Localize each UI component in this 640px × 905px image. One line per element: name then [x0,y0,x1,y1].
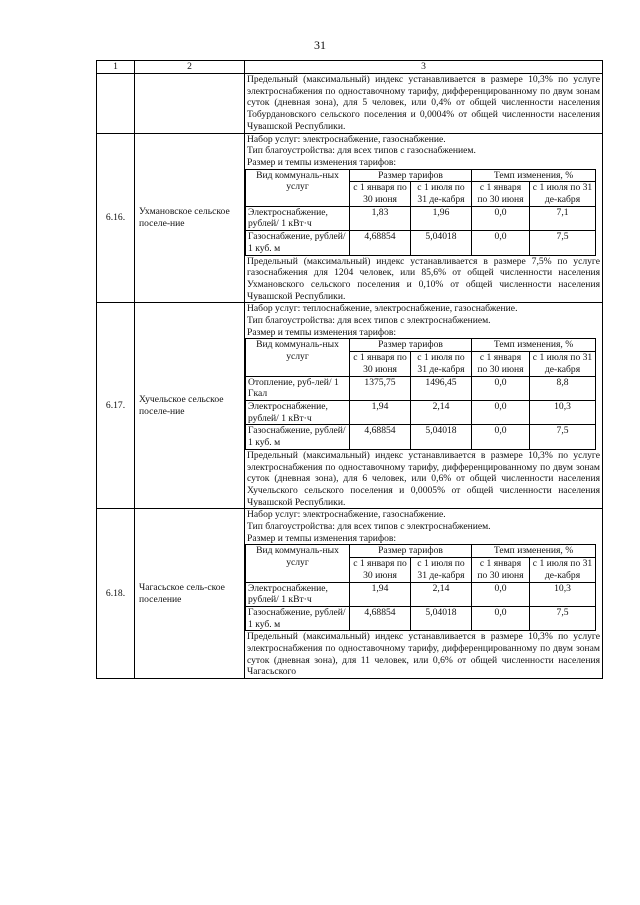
row-details [245,303,603,509]
improvement-type: Тип благоустройства: для всех типов с электроснабжением. [247,521,491,533]
service-set: Набор услуг: электроснабжение, газоснабжение. [247,509,446,521]
tariff-header: Размер тарифов [350,545,472,558]
tariff-size-label: Размер и темпы изменения тарифов: [247,532,397,544]
settlement-name: Чагасьское сель-ское поселение [135,509,245,679]
value-cell: 5,04018 [411,231,472,255]
tariff-header: Размер тарифов [350,169,472,182]
col-header-2: 2 [135,61,245,74]
period-header: с 1 июля по 31 де-кабря [411,558,472,582]
table-row [97,509,603,679]
continuation-row [97,74,603,134]
col-header-3: 3 [245,61,603,74]
row-details [245,133,603,303]
value-cell: 2,14 [411,582,472,606]
service-cell: Газоснабжение, рублей/ 1 куб. м [246,425,350,449]
rate-cell: 7,5 [530,425,596,449]
tariff-header: Размер тарифов [350,339,472,352]
tariff-subtable [245,544,596,631]
rate-cell: 7,5 [530,231,596,255]
period-header: с 1 января по 30 июня [350,182,411,206]
improvement-type: Тип благоустройства: для всех типов с электроснабжением. [247,315,491,327]
rate-cell: 0,0 [472,400,530,424]
table-row [97,303,603,509]
period-header: с 1 января по 30 июня [472,558,530,582]
tariff-row [246,231,596,255]
period-header: с 1 января по 30 июня [472,182,530,206]
rate-cell: 0,0 [472,606,530,630]
service-cell: Электроснабжение, рублей/ 1 кВт·ч [246,400,350,424]
value-cell: 1,96 [411,206,472,230]
rate-cell: 0,0 [472,231,530,255]
service-cell: Газоснабжение, рублей/ 1 куб. м [246,231,350,255]
column-number-row [97,61,603,74]
period-header: с 1 июля по 31 де-кабря [411,352,472,376]
tariff-row [246,582,596,606]
settlement-name: Ухмановское сельское поселе-ние [135,133,245,303]
value-cell: 2,14 [411,400,472,424]
value-cell: 5,04018 [411,606,472,630]
rate-cell: 8,8 [530,376,596,400]
rate-cell: 0,0 [472,582,530,606]
rate-cell: 10,3 [530,582,596,606]
value-cell: 1,83 [350,206,411,230]
table-row [97,133,603,303]
value-cell: 5,04018 [411,425,472,449]
rate-header: Темп изменения, % [472,169,596,182]
tariff-row [246,206,596,230]
period-header: с 1 июля по 31 де-кабря [530,182,596,206]
row-number: 6.16. [97,133,135,303]
tariff-subtable [245,338,596,449]
tariff-row [246,400,596,424]
col-header-1: 1 [97,61,135,74]
limit-index-note: Предельный (максимальный) индекс устанавливается в размере 10,3% по услуге электроснабжения по одноставочному тарифу, дифференцированному по двум зонам суток (дневная зона), для 6 человек, или 0,6% от общей численности населения Хучельского сельского поселения и 0,0005% от общей численности населения Чувашской Республики. [247,449,600,508]
value-cell: 1496,45 [411,376,472,400]
value-cell: 4,68854 [350,425,411,449]
value-cell: 4,68854 [350,606,411,630]
settlement-name: Хучельское сельское поселе-ние [135,303,245,509]
period-header: с 1 июля по 31 де-кабря [530,558,596,582]
service-cell: Электроснабжение, рублей/ 1 кВт·ч [246,582,350,606]
period-header: с 1 июля по 31 де-кабря [530,352,596,376]
rate-header: Темп изменения, % [472,339,596,352]
period-header: с 1 июля по 31 де-кабря [411,182,472,206]
rate-cell: 7,5 [530,606,596,630]
tariff-subtable [245,169,596,256]
period-header: с 1 января по 30 июня [350,558,411,582]
service-set: Набор услуг: электроснабжение, газоснабжение. [247,133,446,145]
row-number: 6.18. [97,509,135,679]
rate-header: Темп изменения, % [472,545,596,558]
row-number: 6.17. [97,303,135,509]
rate-cell: 10,3 [530,400,596,424]
value-cell: 4,68854 [350,231,411,255]
period-header: с 1 января по 30 июня [350,352,411,376]
improvement-type: Тип благоустройства: для всех типов с газоснабжением. [247,145,476,157]
service-cell: Электроснабжение, рублей/ 1 кВт·ч [246,206,350,230]
tariff-row [246,376,596,400]
rate-cell: 7,1 [530,206,596,230]
value-cell: 1375,75 [350,376,411,400]
tariff-table [96,60,603,679]
service-cell: Газоснабжение, рублей/ 1 куб. м [246,606,350,630]
page-number: 31 [314,38,326,52]
rate-cell: 0,0 [472,425,530,449]
value-cell: 1,94 [350,400,411,424]
limit-index-note: Предельный (максимальный) индекс устанавливается в размере 10,3% по услуге электроснабжения по одноставочному тарифу, дифференцированному по двум зонам суток (дневная зона), для 11 человек, или 0,6% от общей численности населения Чагасьского [247,631,600,678]
period-header: с 1 января по 30 июня [472,352,530,376]
rate-cell: 0,0 [472,206,530,230]
row-details [245,509,603,679]
tariff-size-label: Размер и темпы изменения тарифов: [247,156,397,168]
value-cell: 1,94 [350,582,411,606]
service-cell: Отопление, руб-лей/ 1 Гкал [246,376,350,400]
service-set: Набор услуг: теплоснабжение, электроснабжение, газоснабжение. [247,303,518,315]
tariff-row [246,606,596,630]
tariff-row [246,425,596,449]
service-header: Вид коммуналь-ных услуг [246,545,350,582]
tariff-size-label: Размер и темпы изменения тарифов: [247,326,397,338]
continuation-note: Предельный (максимальный) индекс устанавливается в размере 10,3% по услуге электроснабжения по одноставочному тарифу, дифференцированному по двум зонам суток (дневная зона), для 5 человек, или 0,4% от общей численности населения Тобурдановского сельского поселения и 0,0004% от общей численности населения Чувашской Республики. [245,74,603,134]
service-header: Вид коммуналь-ных услуг [246,169,350,206]
rate-cell: 0,0 [472,376,530,400]
service-header: Вид коммуналь-ных услуг [246,339,350,376]
limit-index-note: Предельный (максимальный) индекс устанавливается в размере 7,5% по услуге газоснабжения для 1204 человек, или 85,6% от общей численности населения Ухмановского сельского поселения и 0,10% от общей численности населения Чувашской Республики. [247,255,600,302]
